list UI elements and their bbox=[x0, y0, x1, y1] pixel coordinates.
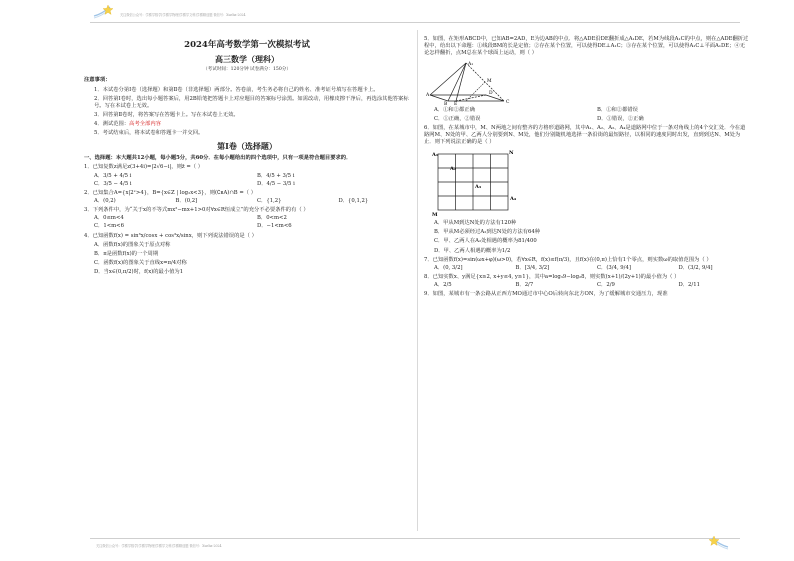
q5-option-b: B．①和②都错误 bbox=[597, 107, 638, 114]
q2-option-b: B．(0,2] bbox=[175, 197, 198, 204]
q2-options bbox=[84, 198, 410, 205]
q6-option-a: A．甲从M到达N处的方法有120种 bbox=[434, 220, 517, 227]
q7-option-c: C．(3/4, 9/4] bbox=[597, 264, 631, 271]
q3-option-c: C．1<m<6 bbox=[94, 223, 124, 230]
q5-label-b: B bbox=[444, 102, 448, 106]
q5-label-e: E bbox=[454, 102, 458, 106]
q5-option-c: C．①正确，②错误 bbox=[434, 115, 481, 122]
question-5: 5．如图，在矩形ABCD中，已知AB=2AD，E为边AB的中点．将△ADE沿DE翻折成△A₁DE，若M为线段A₁C的中点，则在△ADE翻折过程中，给出以下命题：①线段BM的长是定值；②存在某个位置，可以使得DE⊥A₁C；③存在某个位置，可以使得A₁C⊥平面A₁DE；④无论怎样翻折，点M总在某个球面上运动，则（ ） bbox=[424, 36, 749, 57]
q6-label-a3: A₃ bbox=[475, 184, 482, 191]
q5-figure bbox=[426, 59, 516, 105]
notice-item-5: 5．考试结束后，将本试卷和答题卡一并交回。 bbox=[94, 130, 204, 137]
notice-scope: 高考全部内容 bbox=[129, 121, 161, 128]
q2-option-a: A．(0,2) bbox=[94, 197, 116, 204]
notice-item-2: 2．回答第Ⅰ卷时，选出每小题答案后，用2B铅笔把答题卡上对应题目的答案标号涂黑。如需改动，用橡皮擦干净后，再选涂其他答案标号。写在本试卷上无效。 bbox=[94, 95, 409, 109]
q1-option-d: D．4/5 − 3/5 i bbox=[257, 180, 295, 187]
q6-label-n: N bbox=[509, 150, 514, 157]
question-8: 8．已知实数x、y满足{x≥2, x+y≤4, y≥1}，其中a=log₃9−log₂8，则实数(x+1)/(2y+1)的最小值为（ ） bbox=[424, 273, 680, 280]
exam-title: 2024年高考数学第一次模拟考试 bbox=[184, 40, 310, 50]
notice-item-3: 3．回答第Ⅱ卷时，将答案写在答题卡上。写在本试卷上无效。 bbox=[94, 112, 239, 119]
q5-label-a: A bbox=[426, 93, 430, 99]
q2-option-d: D．{0,1,2} bbox=[338, 197, 369, 204]
section-intro: 一、选择题：本大题共12小题，每小题5分，共60分．在每小题给出的四个选项中，只有一项是符合题目要求的． bbox=[84, 155, 352, 162]
q1-option-b: B．4/5 + 3/5 i bbox=[257, 172, 295, 179]
q5-options-row2 bbox=[424, 116, 750, 123]
q1-options-row1 bbox=[84, 173, 410, 180]
notice-item-4 bbox=[84, 121, 410, 128]
q3-options-row1 bbox=[84, 215, 410, 222]
notice-item-4-label: 4．测试范围： bbox=[94, 121, 130, 128]
header-note: 关注微信公众号：学霸学数学|学霸学物理|学霸学文科|学霸精选题 微信号：Xueba-2024 bbox=[120, 13, 246, 17]
section-title: 第Ⅰ卷（选择题） bbox=[217, 141, 277, 152]
q7-option-d: D．(3/2, 9/4] bbox=[678, 264, 713, 271]
q7-options bbox=[424, 265, 750, 272]
column-divider bbox=[417, 30, 418, 531]
question-4: 4．已知函数f(x) = sin³x/cosx + cos³x/sinx，则下列说法错误的是（ ） bbox=[84, 232, 257, 239]
q8-option-a: A．2/5 bbox=[434, 282, 452, 289]
q6-grid-figure bbox=[430, 148, 520, 218]
question-6: 6．如图，在某城市中，M、N两地之间有整齐的方格形道路网，其中A₁、A₂、A₃、A₄是道路网中位于一条对角线上的4个交汇处．今在道路网M、N处的甲、乙两人分别要到N、M处，他们分别随机地选择一条沿街的最短路径，以相同的速度同时出发，直到到达N、M处为止．则下列说法正确的是（ ） bbox=[424, 124, 746, 145]
question-7: 7．已知函数f(x)=sin(ωx+φ)(ω>0)，若∀x∈R，f(x)≤f(π/3)，且f(x)在(0,π)上恰有1个零点，则实数ω的取值范围为（ ） bbox=[424, 256, 712, 263]
footer-strip bbox=[90, 538, 740, 553]
q6-label-a2: A₂ bbox=[450, 166, 457, 173]
q7-option-b: B．[3/4, 3/2] bbox=[515, 264, 550, 271]
notice-heading: 注意事项： bbox=[84, 77, 111, 84]
q7-option-a: A．(0, 3/2] bbox=[434, 264, 463, 271]
q8-option-b: B．2/7 bbox=[515, 282, 534, 289]
question-1: 1．已知复数z满足z(3+4i)=|2√6−i|，则z̄ =（ ） bbox=[84, 164, 204, 171]
q8-options bbox=[424, 282, 750, 289]
q8-option-c: C．2/9 bbox=[597, 282, 615, 289]
q8-option-d: D．2/11 bbox=[678, 282, 700, 289]
q6-label-a1: A₁ bbox=[432, 152, 439, 159]
q4-option-b: B．π是函数f(x)的一个周期 bbox=[94, 250, 159, 257]
q6-option-c: C．甲、乙两人在A₂处相遇的概率为81/400 bbox=[434, 238, 537, 245]
header-strip bbox=[90, 8, 740, 23]
q5-option-a: A．①和②都正确 bbox=[434, 107, 475, 114]
q5-option-d: D．①错误，②正确 bbox=[597, 115, 644, 122]
question-2: 2．已知集合A={x|2ˣ>4}，B={x∈Z | log₂x<3}，则(∁ʀA)∩B =（ ） bbox=[84, 189, 257, 196]
q5-label-a1: A₁ bbox=[468, 62, 474, 68]
q4-option-c: C．函数f(x)的图象关于直线x=π/4对称 bbox=[94, 259, 187, 266]
q6-label-m: M bbox=[432, 212, 438, 219]
q5-options-row1 bbox=[424, 107, 750, 114]
q3-option-d: D．−1<m<6 bbox=[257, 223, 292, 230]
q4-option-d: D．当x∈(0,π/2)时，f(x)的最小值为1 bbox=[94, 269, 184, 276]
q3-options-row2 bbox=[84, 223, 410, 230]
q6-label-a4: A₄ bbox=[510, 196, 517, 203]
q1-option-a: A．3/5 + 4/5 i bbox=[94, 172, 132, 179]
question-9: 9．如图，某城市有一条公路从正西方MO通过市中心O后转向东北方ON，为了缓解城市交通压力，现准 bbox=[424, 291, 668, 298]
q2-option-c: C．{1,2} bbox=[257, 197, 282, 204]
q5-label-m: M bbox=[487, 79, 492, 85]
q3-option-a: A．0≤m<4 bbox=[94, 215, 124, 222]
exam-subtitle: 高三数学（理科） bbox=[215, 54, 279, 65]
q6-option-b: B．甲从M必须经过A₂到达N处的方法有64种 bbox=[434, 229, 541, 236]
q4-option-a: A．函数f(x)的图象关于原点对称 bbox=[94, 241, 171, 248]
question-3: 3．下列条件中，为“关于x的不等式mx²−mx+1>0对∀x∈R恒成立”的充分不必要条件的有（ ） bbox=[84, 207, 309, 214]
q3-option-b: B．0<m<2 bbox=[257, 215, 287, 222]
footer-note: 关注微信公众号：学霸学数学|学霸学物理|学霸学文科|学霸精选题 微信号：Xueba-2024 bbox=[96, 544, 222, 548]
q5-label-c: C bbox=[506, 100, 510, 106]
star-logo-footer-icon bbox=[706, 535, 730, 553]
notice-item-1: 1．本试卷分第Ⅰ卷（选择题）和第Ⅱ卷（非选择题）两部分。答卷前，考生务必将自己的姓名、准考证号填写在答题卡上。 bbox=[94, 86, 379, 93]
right-column bbox=[424, 34, 750, 299]
q6-option-d: D．甲、乙两人相遇的概率为1/2 bbox=[434, 247, 511, 254]
left-column bbox=[84, 34, 410, 278]
q1-options-row2 bbox=[84, 181, 410, 188]
exam-info: （考试时间：120分钟 试卷满分：150分） bbox=[203, 67, 291, 73]
q5-label-d: D bbox=[489, 91, 493, 97]
q1-option-c: C．3/5 − 4/5 i bbox=[94, 180, 132, 187]
